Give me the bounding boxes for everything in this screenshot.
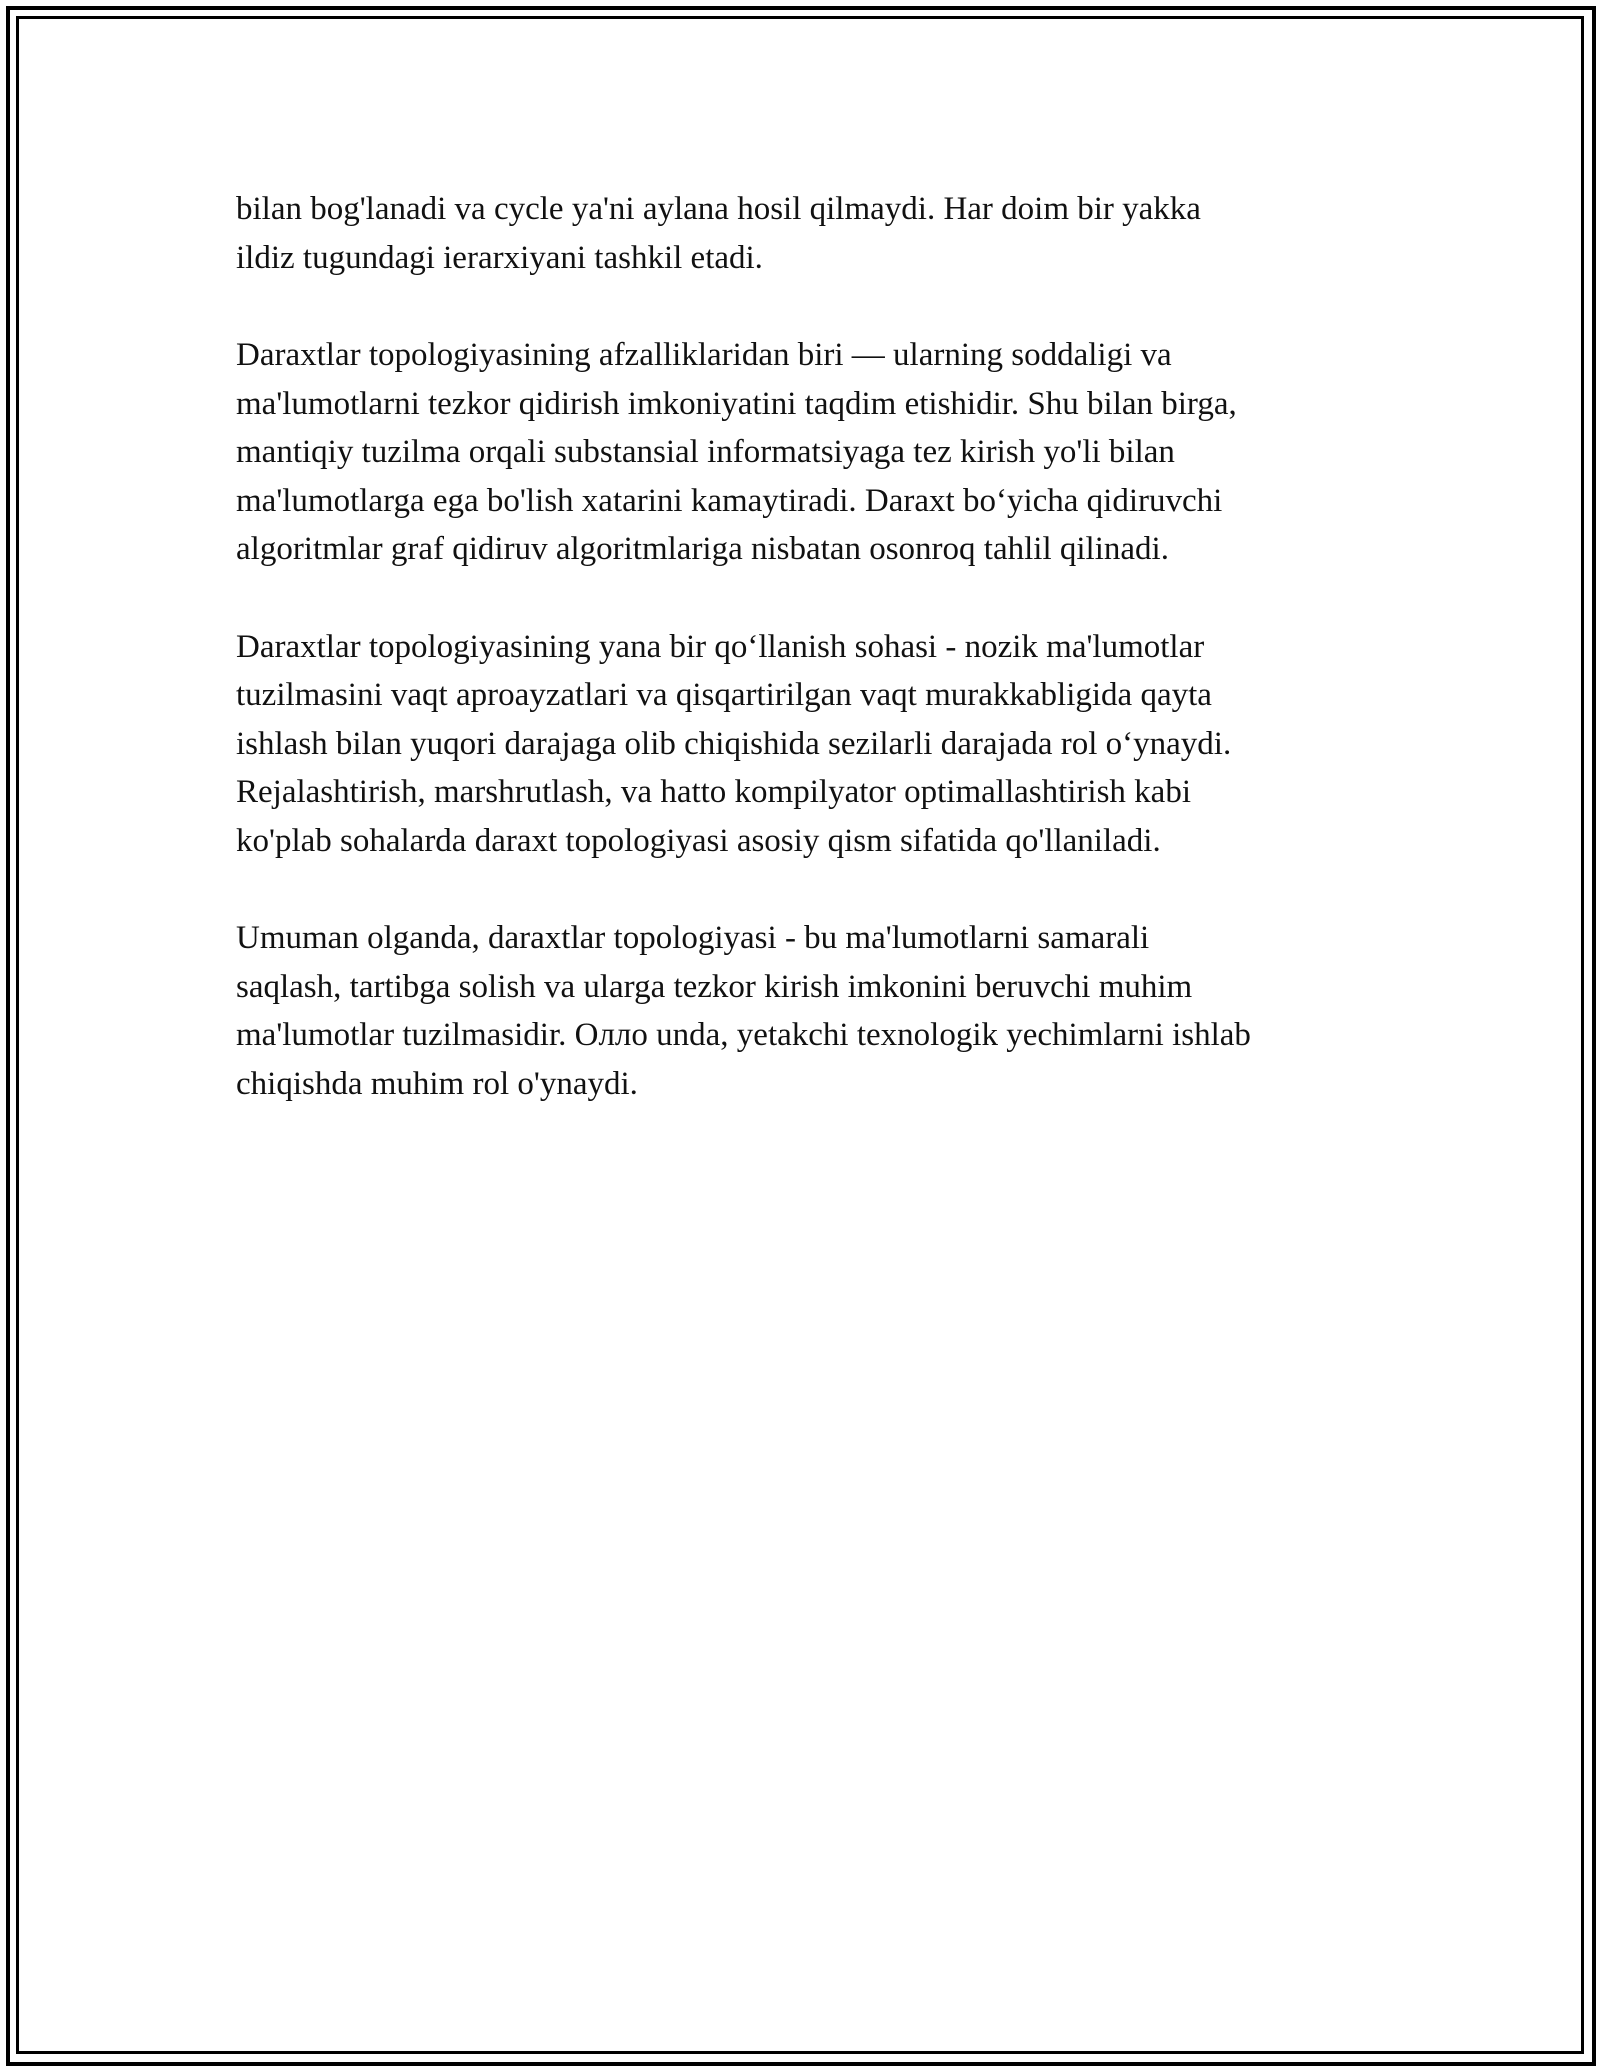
paragraph-line: saqlash, tartibga solish va ularga tezkor kirish imkonini beruvchi muhim	[236, 968, 1193, 1005]
paragraph-line: ma'lumotlarga ega bo'lish xatarini kamaytiradi. Daraxt bo‘yicha qidiruvchi	[236, 482, 1223, 519]
paragraph-3	[236, 623, 1386, 866]
paragraph-line: Daraxtlar topologiyasining yana bir qo‘llanish sohasi - nozik ma'lumotlar	[236, 628, 1205, 665]
paragraph-line: mantiqiy tuzilma orqali substansial informatsiyaga tez kirish yo'li bilan	[236, 434, 1175, 470]
paragraph-line: ma'lumotlar tuzilmasidir. Олло unda, yetakchi texnologik yechimlarni ishlab	[236, 1017, 1251, 1053]
paragraph-1	[236, 185, 1386, 282]
paragraph-line: ishlash bilan yuqori darajaga olib chiqishida sezilarli darajada rol o‘ynaydi.	[236, 725, 1232, 762]
paragraph-2	[236, 331, 1386, 574]
paragraph-line: chiqishda muhim rol o'ynaydi.	[236, 1065, 638, 1102]
paragraph-line: tuzilmasini vaqt aproayzatlari va qisqartirilgan vaqt murakkabligida qayta	[236, 677, 1212, 713]
paragraph-line: ildiz tugundagi ierarxiyani tashkil etadi.	[236, 239, 763, 276]
paragraph-line: algoritmlar graf qidiruv algoritmlariga nisbatan osonroq tahlil qilinadi.	[236, 531, 1169, 567]
paragraph-line: Umuman olganda, daraxtlar topologiyasi - bu ma'lumotlarni samarali	[236, 920, 1150, 956]
paragraph-line: Daraxtlar topologiyasining afzalliklaridan biri — ularning soddaligi va	[236, 337, 1172, 373]
document-body	[236, 185, 1386, 1157]
paragraph-line: ko'plab sohalarda daraxt topologiyasi asosiy qism sifatida qo'llaniladi.	[236, 822, 1161, 859]
paragraph-line: bilan bog'lanadi va cycle ya'ni aylana hosil qilmaydi. Har doim bir yakka	[236, 191, 1201, 227]
paragraph-line: ma'lumotlarni tezkor qidirish imkoniyatini taqdim etishidir. Shu bilan birga,	[236, 385, 1237, 422]
paragraph-4	[236, 914, 1386, 1108]
paragraph-line: Rejalashtirish, marshrutlash, va hatto kompilyator optimallashtirish kabi	[236, 774, 1192, 810]
